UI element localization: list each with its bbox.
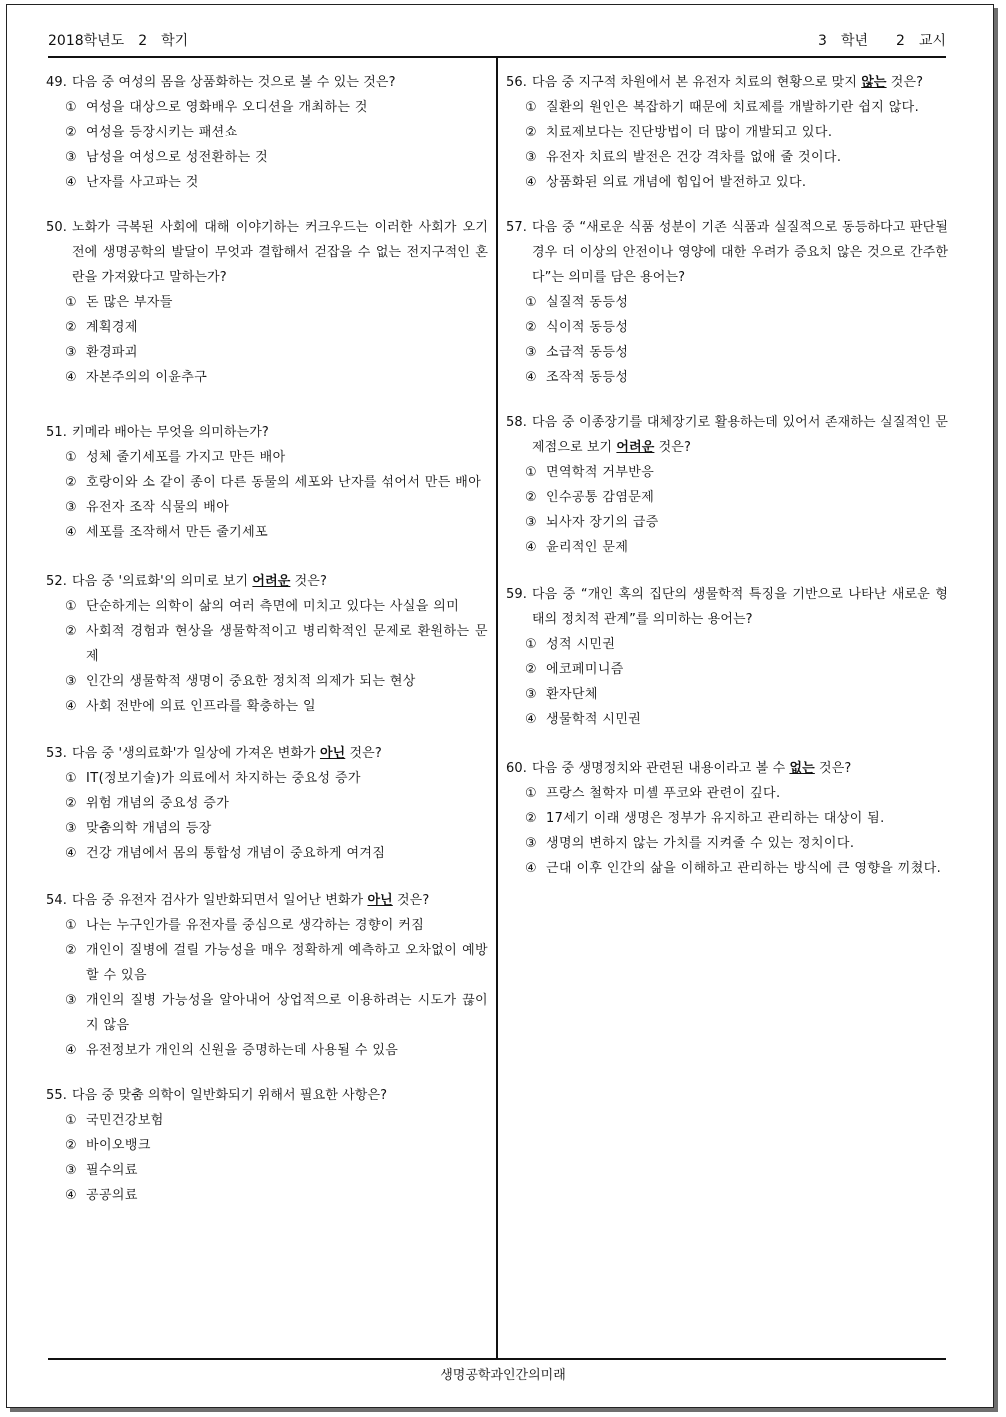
option-text: 나는 누구인가를 유전자를 중심으로 생각하는 경향이 커짐 — [86, 918, 425, 933]
option-marker: ④ — [65, 846, 78, 861]
option-text: 치료제보다는 진단방법이 더 많이 개발되고 있다. — [546, 125, 833, 140]
question-text-end: 것은? — [345, 746, 382, 761]
option-text: IT(정보기술)가 의료에서 차지하는 중요성 증가 — [86, 771, 361, 786]
question-number: 55. — [46, 1088, 67, 1103]
option-text: 맞춤의학 개념의 등장 — [86, 821, 212, 836]
question-text: 다음 중 '의료화'의 의미로 보기 — [72, 574, 253, 589]
option-1 — [46, 766, 488, 791]
option-4 — [506, 535, 948, 560]
option-marker: ① — [65, 771, 78, 786]
option-3 — [46, 988, 488, 1038]
option-text: 단순하게는 의학이 삶의 여러 측면에 미치고 있다는 사실을 의미 — [86, 599, 460, 614]
question-stem — [506, 215, 948, 290]
footer-divider — [48, 1358, 946, 1360]
question-number: 58. — [506, 415, 527, 430]
option-text: 인간의 생물학적 생명이 중요한 정치적 의제가 되는 현상 — [86, 674, 416, 689]
question-stem — [46, 888, 488, 913]
option-3 — [506, 510, 948, 535]
option-2 — [46, 938, 488, 988]
question-number: 54. — [46, 893, 67, 908]
option-marker: ④ — [65, 1188, 78, 1203]
option-marker: ② — [525, 320, 538, 335]
option-3 — [506, 831, 948, 856]
option-marker: ① — [65, 599, 78, 614]
option-3 — [46, 669, 488, 694]
option-1 — [46, 913, 488, 938]
option-3 — [46, 816, 488, 841]
option-list — [506, 632, 948, 732]
question-number: 53. — [46, 746, 67, 761]
option-marker: ② — [65, 1138, 78, 1153]
option-2 — [46, 619, 488, 669]
question-55 — [46, 1083, 488, 1208]
question-52 — [46, 569, 488, 719]
question-stem — [46, 1083, 488, 1108]
question-58 — [506, 410, 948, 560]
option-text: 공공의료 — [86, 1188, 138, 1203]
option-marker: ① — [525, 786, 538, 801]
option-text: 뇌사자 장기의 급증 — [546, 515, 659, 530]
option-marker: ④ — [525, 712, 538, 727]
option-3 — [506, 682, 948, 707]
option-text: 개인이 질병에 걸릴 가능성을 매우 정확하게 예측하고 오차없이 예방할 수 있음 — [86, 943, 488, 983]
option-list — [506, 290, 948, 390]
option-text: 건강 개념에서 몸의 통합성 개념이 중요하게 여겨짐 — [86, 846, 386, 861]
option-text: 유전자 치료의 발전은 건강 격차를 없애 줄 것이다. — [546, 150, 842, 165]
option-marker: ① — [65, 918, 78, 933]
question-emphasis: 어려운 — [252, 574, 291, 589]
option-text: 성적 시민권 — [546, 637, 616, 652]
column-divider — [496, 58, 498, 1358]
option-marker: ③ — [65, 500, 78, 515]
option-3 — [46, 340, 488, 365]
option-4 — [46, 170, 488, 195]
question-text: 다음 중 생명정치와 관련된 내용이라고 볼 수 — [532, 761, 790, 776]
question-text: 키메라 배아는 무엇을 의미하는가? — [72, 425, 269, 440]
option-1 — [46, 1108, 488, 1133]
question-emphasis: 어려운 — [616, 440, 655, 455]
option-2 — [506, 485, 948, 510]
option-text: 위험 개념의 중요성 증가 — [86, 796, 230, 811]
question-53 — [46, 741, 488, 866]
header-grade-period — [818, 30, 946, 50]
question-text: 다음 중 “새로운 식품 성분이 기존 식품과 실질적으로 동등하다고 판단될 경우 더 이상의 안전이나 영양에 대한 우려가 증요치 않은 것으로 간주한다”는 의미를 담은 용어는? — [532, 220, 948, 285]
question-stem — [46, 70, 488, 95]
option-marker: ④ — [525, 861, 538, 876]
option-2 — [506, 657, 948, 682]
option-text: 유전자 조작 식물의 배아 — [86, 500, 230, 515]
option-4 — [46, 841, 488, 866]
option-marker: ③ — [525, 150, 538, 165]
question-60 — [506, 756, 948, 881]
question-54 — [46, 888, 488, 1063]
option-text: 사회적 경험과 현상을 생물학적이고 병리학적인 문제로 환원하는 문제 — [86, 624, 488, 664]
option-text: 에코페미니즘 — [546, 662, 624, 677]
option-text: 여성을 등장시키는 패션쇼 — [86, 125, 238, 140]
option-text: 생물학적 시민권 — [546, 712, 642, 727]
option-1 — [506, 632, 948, 657]
option-marker: ① — [525, 295, 538, 310]
question-text-end: 것은? — [290, 574, 327, 589]
option-marker: ② — [525, 490, 538, 505]
option-4 — [46, 365, 488, 390]
option-text: 소급적 동등성 — [546, 345, 629, 360]
header-grade-num: 3 — [818, 33, 827, 49]
question-text-end: 것은? — [654, 440, 691, 455]
option-marker: ③ — [525, 345, 538, 360]
option-text: 17세기 이래 생명은 정부가 유지하고 관리하는 대상이 됨. — [546, 811, 885, 826]
option-4 — [46, 520, 488, 545]
option-marker: ② — [65, 125, 78, 140]
option-marker: ④ — [65, 1043, 78, 1058]
option-3 — [46, 145, 488, 170]
option-list — [46, 445, 488, 545]
question-column-right — [506, 70, 948, 881]
option-text: 바이오뱅크 — [86, 1138, 151, 1153]
header-grade-label: 학년 — [840, 33, 869, 49]
question-stem — [46, 569, 488, 594]
option-text: 남성을 여성으로 성전환하는 것 — [86, 150, 269, 165]
option-3 — [46, 495, 488, 520]
option-list — [46, 95, 488, 195]
question-stem — [46, 741, 488, 766]
question-49 — [46, 70, 488, 195]
option-text: 환경파괴 — [86, 345, 138, 360]
question-56 — [506, 70, 948, 195]
exam-header — [48, 30, 946, 54]
question-emphasis: 않는 — [861, 75, 887, 90]
option-text: 필수의료 — [86, 1163, 138, 1178]
option-4 — [506, 856, 948, 881]
option-marker: ④ — [65, 175, 78, 190]
option-text: 개인의 질병 가능성을 알아내어 상업적으로 이용하려는 시도가 끊이지 않음 — [86, 993, 488, 1033]
option-marker: ④ — [65, 699, 78, 714]
option-marker: ① — [65, 450, 78, 465]
option-3 — [506, 145, 948, 170]
option-marker: ③ — [525, 836, 538, 851]
option-marker: ③ — [65, 821, 78, 836]
option-list — [506, 460, 948, 560]
option-marker: ② — [65, 624, 78, 639]
option-marker: ③ — [65, 993, 78, 1008]
option-2 — [506, 120, 948, 145]
question-59 — [506, 582, 948, 732]
question-text: 다음 중 유전자 검사가 일반화되면서 일어난 변화가 — [72, 893, 368, 908]
question-text: 노화가 극복된 사회에 대해 이야기하는 커크우드는 이러한 사회가 오기 전에 생명공학의 발달이 무엇과 결합해서 걷잡을 수 없는 전지구적인 혼란을 가져왔다고 말하는가? — [72, 220, 488, 285]
question-stem — [46, 215, 488, 290]
question-51 — [46, 420, 488, 545]
question-text: 다음 중 “개인 혹의 집단의 생물학적 특징을 기반으로 나타난 새로운 형태의 정치적 관계”를 의미하는 용어는? — [532, 587, 948, 627]
option-text: 계획경제 — [86, 320, 138, 335]
option-2 — [46, 120, 488, 145]
option-3 — [506, 340, 948, 365]
option-marker: ③ — [525, 687, 538, 702]
option-1 — [506, 95, 948, 120]
question-text: 다음 중 여성의 몸을 상품화하는 것으로 볼 수 있는 것은? — [72, 75, 396, 90]
option-text: 성체 줄기세포를 가지고 만든 배아 — [86, 450, 286, 465]
option-list — [506, 95, 948, 195]
option-marker: ③ — [65, 345, 78, 360]
question-stem — [506, 582, 948, 632]
option-text: 세포를 조작해서 만든 줄기세포 — [86, 525, 269, 540]
question-stem — [46, 420, 488, 445]
option-text: 난자를 사고파는 것 — [86, 175, 199, 190]
header-period-label: 교시 — [918, 33, 946, 49]
option-list — [46, 594, 488, 719]
option-marker: ④ — [65, 370, 78, 385]
option-1 — [506, 781, 948, 806]
option-text: 식이적 동등성 — [546, 320, 629, 335]
question-number: 52. — [46, 574, 67, 589]
question-number: 59. — [506, 587, 527, 602]
option-marker: ④ — [525, 540, 538, 555]
header-semester-label: 학기 — [161, 33, 189, 49]
header-period-num: 2 — [896, 33, 905, 49]
option-marker: ③ — [525, 515, 538, 530]
question-number: 50. — [46, 220, 67, 235]
option-marker: ④ — [65, 525, 78, 540]
question-emphasis: 아닌 — [367, 893, 393, 908]
option-3 — [46, 1158, 488, 1183]
option-text: 상품화된 의료 개념에 힘입어 발전하고 있다. — [546, 175, 807, 190]
footer-subject: 생명공학과인간의미래 — [440, 1368, 566, 1383]
option-text: 질환의 원인은 복잡하기 때문에 치료제를 개발하기란 쉽지 않다. — [546, 100, 920, 115]
option-text: 조작적 동등성 — [546, 370, 629, 385]
question-number: 57. — [506, 220, 527, 235]
option-4 — [46, 1038, 488, 1063]
option-1 — [46, 594, 488, 619]
option-2 — [506, 315, 948, 340]
option-marker: ① — [65, 100, 78, 115]
option-2 — [46, 315, 488, 340]
question-number: 56. — [506, 75, 527, 90]
question-number: 49. — [46, 75, 67, 90]
question-text-end: 것은? — [814, 761, 852, 776]
option-text: 유전정보가 개인의 신원을 증명하는데 사용될 수 있음 — [86, 1043, 399, 1058]
option-1 — [46, 445, 488, 470]
option-4 — [506, 365, 948, 390]
header-year-semester — [48, 30, 188, 50]
option-1 — [46, 290, 488, 315]
option-list — [506, 781, 948, 881]
option-text: 근대 이후 인간의 삶을 이해하고 관리하는 방식에 큰 영향을 끼쳤다. — [546, 861, 942, 876]
option-marker: ③ — [65, 674, 78, 689]
option-4 — [506, 170, 948, 195]
option-marker: ② — [65, 320, 78, 335]
option-4 — [46, 1183, 488, 1208]
option-text: 환자단체 — [546, 687, 598, 702]
option-1 — [506, 460, 948, 485]
option-marker: ② — [525, 125, 538, 140]
option-marker: ② — [525, 811, 538, 826]
option-marker: ① — [525, 100, 538, 115]
question-57 — [506, 215, 948, 390]
option-1 — [46, 95, 488, 120]
question-text: 다음 중 '생의료화'가 일상에 가져온 변화가 — [72, 746, 320, 761]
option-2 — [46, 470, 488, 495]
question-text: 다음 중 지구적 차원에서 본 유전자 치료의 현황으로 맞지 — [532, 75, 862, 90]
option-2 — [46, 791, 488, 816]
question-50 — [46, 215, 488, 390]
option-marker: ① — [65, 295, 78, 310]
option-marker: ④ — [525, 175, 538, 190]
question-text-end: 것은? — [886, 75, 924, 90]
option-text: 인수공통 감염문제 — [546, 490, 655, 505]
option-2 — [506, 806, 948, 831]
option-text: 자본주의의 이윤추구 — [86, 370, 208, 385]
question-stem — [506, 70, 948, 95]
option-marker: ② — [65, 796, 78, 811]
option-list — [46, 913, 488, 1063]
option-text: 국민건강보험 — [86, 1113, 164, 1128]
option-2 — [46, 1133, 488, 1158]
option-text: 면역학적 거부반응 — [546, 465, 655, 480]
header-year: 2018학년도 — [48, 33, 125, 49]
question-text: 다음 중 이종장기를 대체장기로 활용하는데 있어서 존재하는 실질적인 문제점으로 보기 — [532, 415, 948, 455]
option-text: 호랑이와 소 같이 종이 다른 동물의 세포와 난자를 섞어서 만든 배아 — [86, 475, 482, 490]
question-number: 60. — [506, 761, 527, 776]
option-marker: ② — [525, 662, 538, 677]
option-marker: ③ — [65, 150, 78, 165]
option-marker: ④ — [525, 370, 538, 385]
option-text: 윤리적인 문제 — [546, 540, 629, 555]
option-text: 생명의 변하지 않는 가치를 지켜줄 수 있는 정치이다. — [546, 836, 855, 851]
header-semester-num: 2 — [138, 33, 148, 49]
option-marker: ③ — [65, 1163, 78, 1178]
option-text: 여성을 대상으로 영화배우 오디션을 개최하는 것 — [86, 100, 368, 115]
option-text: 돈 많은 부자들 — [86, 295, 173, 310]
option-marker: ② — [65, 943, 78, 958]
question-text: 다음 중 맞춤 의학이 일반화되기 위해서 필요한 사항은? — [72, 1088, 388, 1103]
question-emphasis: 아닌 — [319, 746, 346, 761]
option-list — [46, 290, 488, 390]
option-text: 사회 전반에 의료 인프라를 확충하는 일 — [86, 699, 316, 714]
option-marker: ① — [525, 637, 538, 652]
question-number: 51. — [46, 425, 67, 440]
question-emphasis: 없는 — [789, 761, 815, 776]
option-marker: ① — [525, 465, 538, 480]
option-marker: ① — [65, 1113, 78, 1128]
option-list — [46, 1108, 488, 1208]
question-stem — [506, 410, 948, 460]
option-1 — [506, 290, 948, 315]
option-text: 실질적 동등성 — [546, 295, 629, 310]
option-4 — [506, 707, 948, 732]
question-column-left — [46, 70, 488, 1208]
question-text-end: 것은? — [392, 893, 430, 908]
option-marker: ② — [65, 475, 78, 490]
question-stem — [506, 756, 948, 781]
option-text: 프랑스 철학자 미셸 푸코와 관련이 깊다. — [546, 786, 781, 801]
option-list — [46, 766, 488, 866]
option-4 — [46, 694, 488, 719]
